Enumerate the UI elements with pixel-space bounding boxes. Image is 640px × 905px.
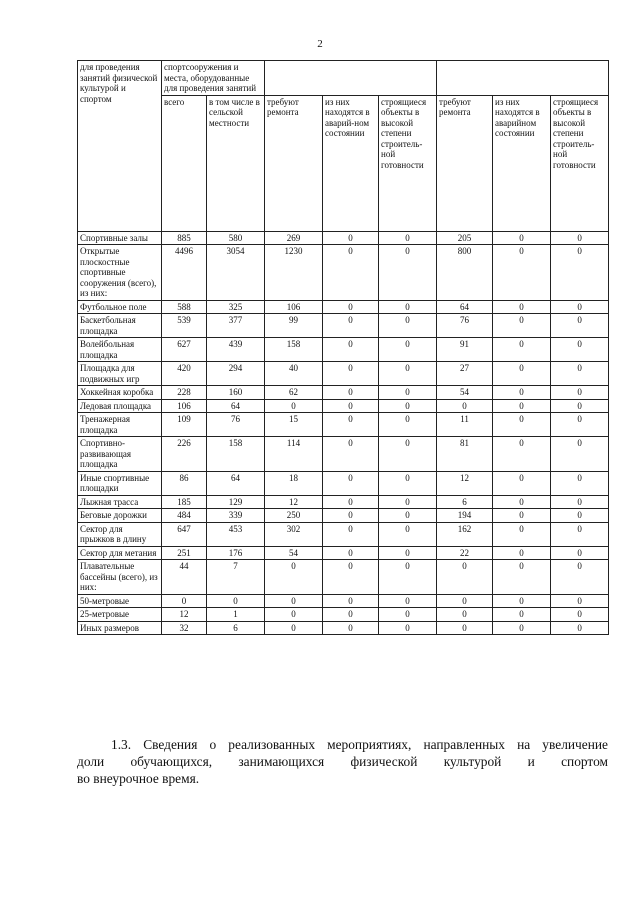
row-value: 0 (437, 621, 493, 635)
header-emergency-2: из них находятся в аварийном состоянии (493, 95, 551, 231)
row-value: 1230 (265, 245, 323, 301)
table-row (78, 594, 609, 608)
row-value: 0 (551, 522, 609, 546)
row-value: 0 (493, 300, 551, 314)
sports-facilities-table (77, 60, 609, 635)
row-value: 54 (265, 546, 323, 560)
row-value: 0 (379, 522, 437, 546)
row-value: 325 (207, 300, 265, 314)
section-heading-line-1: 1.3. Сведения о реализованных мероприятиях, направленных на увеличение (111, 737, 608, 752)
row-value: 251 (162, 546, 207, 560)
row-value: 0 (265, 560, 323, 595)
table-row (78, 608, 609, 622)
header-total: всего (162, 95, 207, 231)
row-value: 0 (379, 621, 437, 635)
row-label: Сектор для прыжков в длину (78, 522, 162, 546)
row-value: 0 (323, 621, 379, 635)
row-value: 0 (379, 300, 437, 314)
row-value: 0 (551, 399, 609, 413)
row-value: 0 (551, 509, 609, 523)
row-value: 0 (379, 509, 437, 523)
row-value: 0 (493, 509, 551, 523)
row-value: 176 (207, 546, 265, 560)
row-value: 0 (323, 608, 379, 622)
row-value: 0 (551, 362, 609, 386)
row-value: 0 (265, 399, 323, 413)
row-label: Ледовая площадка (78, 399, 162, 413)
row-value: 0 (323, 413, 379, 437)
row-value: 0 (551, 231, 609, 245)
row-value: 76 (207, 413, 265, 437)
row-value: 0 (551, 594, 609, 608)
table-row (78, 338, 609, 362)
table-row (78, 413, 609, 437)
row-value: 0 (493, 399, 551, 413)
row-value: 0 (493, 362, 551, 386)
row-value: 377 (207, 314, 265, 338)
row-value: 0 (379, 608, 437, 622)
row-value: 0 (323, 522, 379, 546)
table-row (78, 386, 609, 400)
row-label: Открытые плоскостные спортивные сооружения (всего), из них: (78, 245, 162, 301)
row-value: 0 (551, 245, 609, 301)
row-value: 0 (551, 546, 609, 560)
row-value: 0 (162, 594, 207, 608)
row-value: 0 (379, 386, 437, 400)
row-value: 0 (493, 594, 551, 608)
row-value: 0 (379, 314, 437, 338)
header-under-construction-2: строящиеся объекты в высокой степени строитель-ной готовности (551, 95, 609, 231)
row-value: 109 (162, 413, 207, 437)
row-value: 0 (551, 300, 609, 314)
row-value: 0 (323, 594, 379, 608)
row-value: 0 (551, 437, 609, 472)
row-value: 106 (265, 300, 323, 314)
row-value: 44 (162, 560, 207, 595)
row-label: Баскетбольная площадка (78, 314, 162, 338)
row-value: 339 (207, 509, 265, 523)
row-value: 114 (265, 437, 323, 472)
row-value: 0 (551, 560, 609, 595)
row-value: 0 (323, 399, 379, 413)
table-row (78, 437, 609, 472)
row-value: 0 (437, 560, 493, 595)
row-value: 0 (323, 495, 379, 509)
row-value: 0 (493, 231, 551, 245)
row-value: 0 (323, 362, 379, 386)
row-label: Футбольное поле (78, 300, 162, 314)
row-value: 0 (379, 560, 437, 595)
row-label: Иные спортивные площадки (78, 471, 162, 495)
row-value: 0 (551, 386, 609, 400)
row-value: 158 (207, 437, 265, 472)
row-value: 420 (162, 362, 207, 386)
row-value: 0 (265, 594, 323, 608)
table-row (78, 245, 609, 301)
row-value: 0 (493, 522, 551, 546)
row-label: 50-метровые (78, 594, 162, 608)
row-value: 0 (323, 509, 379, 523)
table-row (78, 300, 609, 314)
row-value: 0 (493, 560, 551, 595)
row-value: 0 (493, 314, 551, 338)
row-value: 1 (207, 608, 265, 622)
table-row (78, 399, 609, 413)
row-value: 27 (437, 362, 493, 386)
table-row (78, 495, 609, 509)
header-under-construction: строящиеся объекты в высокой степени строитель-ной готовности (379, 95, 437, 231)
table-row (78, 509, 609, 523)
row-label: Площадка для подвижных игр (78, 362, 162, 386)
row-value: 205 (437, 231, 493, 245)
row-value: 226 (162, 437, 207, 472)
row-value: 0 (437, 608, 493, 622)
row-value: 15 (265, 413, 323, 437)
row-value: 0 (379, 231, 437, 245)
table-row (78, 621, 609, 635)
row-value: 7 (207, 560, 265, 595)
row-value: 0 (207, 594, 265, 608)
row-value: 0 (379, 471, 437, 495)
row-value: 11 (437, 413, 493, 437)
row-value: 106 (162, 399, 207, 413)
row-value: 294 (207, 362, 265, 386)
row-value: 539 (162, 314, 207, 338)
header-group-empty-2 (437, 61, 609, 96)
row-value: 627 (162, 338, 207, 362)
row-label: Иных размеров (78, 621, 162, 635)
row-value: 0 (323, 245, 379, 301)
row-value: 484 (162, 509, 207, 523)
row-value: 0 (323, 386, 379, 400)
row-value: 32 (162, 621, 207, 635)
header-group-empty-1 (265, 61, 437, 96)
row-value: 62 (265, 386, 323, 400)
row-value: 160 (207, 386, 265, 400)
row-value: 800 (437, 245, 493, 301)
header-need-repair: требуют ремонта (265, 95, 323, 231)
row-value: 0 (379, 413, 437, 437)
row-value: 0 (551, 495, 609, 509)
row-value: 40 (265, 362, 323, 386)
row-value: 588 (162, 300, 207, 314)
row-value: 0 (493, 413, 551, 437)
row-value: 194 (437, 509, 493, 523)
header-facility-type: для проведения занятий физической культурой и спортом (78, 61, 162, 232)
row-value: 129 (207, 495, 265, 509)
row-label: Сектор для метания (78, 546, 162, 560)
row-label: Волейбольная площадка (78, 338, 162, 362)
row-value: 0 (379, 338, 437, 362)
header-rural: в том числе в сельской местности (207, 95, 265, 231)
page-number: 2 (317, 38, 323, 50)
table-row (78, 362, 609, 386)
row-value: 0 (493, 338, 551, 362)
row-value: 0 (265, 608, 323, 622)
table-row (78, 231, 609, 245)
row-value: 0 (379, 362, 437, 386)
row-value: 0 (551, 338, 609, 362)
row-value: 0 (493, 621, 551, 635)
row-value: 0 (323, 471, 379, 495)
table-row (78, 471, 609, 495)
row-value: 0 (265, 621, 323, 635)
row-value: 453 (207, 522, 265, 546)
row-value: 86 (162, 471, 207, 495)
row-label: Беговые дорожки (78, 509, 162, 523)
row-value: 0 (493, 437, 551, 472)
row-value: 0 (437, 594, 493, 608)
row-value: 99 (265, 314, 323, 338)
header-facilities-group: спортсооружения и места, оборудованные для проведения занятий (162, 61, 265, 96)
row-label: Спортивно-развивающая площадка (78, 437, 162, 472)
row-label: Плавательные бассейны (всего), из них: (78, 560, 162, 595)
row-value: 158 (265, 338, 323, 362)
header-need-repair-2: требуют ремонта (437, 95, 493, 231)
row-value: 0 (323, 560, 379, 595)
row-value: 0 (379, 437, 437, 472)
row-value: 81 (437, 437, 493, 472)
row-value: 0 (379, 594, 437, 608)
row-label: Хоккейная коробка (78, 386, 162, 400)
row-value: 0 (379, 399, 437, 413)
table-row (78, 314, 609, 338)
row-value: 0 (551, 314, 609, 338)
row-value: 0 (379, 245, 437, 301)
row-value: 0 (551, 608, 609, 622)
row-label: Спортивные залы (78, 231, 162, 245)
section-paragraph (77, 736, 608, 787)
row-value: 0 (493, 386, 551, 400)
row-value: 91 (437, 338, 493, 362)
row-value: 0 (551, 413, 609, 437)
row-label: Тренажерная площадка (78, 413, 162, 437)
row-value: 0 (323, 338, 379, 362)
header-emergency: из них находятся в аварий-ном состоянии (323, 95, 379, 231)
row-value: 885 (162, 231, 207, 245)
row-value: 185 (162, 495, 207, 509)
row-value: 0 (551, 471, 609, 495)
row-value: 64 (207, 471, 265, 495)
row-value: 580 (207, 231, 265, 245)
row-value: 22 (437, 546, 493, 560)
row-value: 0 (323, 314, 379, 338)
row-value: 162 (437, 522, 493, 546)
row-value: 0 (323, 546, 379, 560)
row-value: 0 (493, 546, 551, 560)
row-value: 4496 (162, 245, 207, 301)
table-row (78, 560, 609, 595)
row-value: 64 (437, 300, 493, 314)
row-value: 0 (437, 399, 493, 413)
row-value: 12 (437, 471, 493, 495)
table-row (78, 522, 609, 546)
row-value: 6 (207, 621, 265, 635)
row-value: 0 (323, 300, 379, 314)
row-value: 250 (265, 509, 323, 523)
row-value: 0 (323, 437, 379, 472)
row-label: 25-метровые (78, 608, 162, 622)
row-value: 0 (493, 608, 551, 622)
row-value: 647 (162, 522, 207, 546)
row-value: 18 (265, 471, 323, 495)
row-value: 54 (437, 386, 493, 400)
row-value: 0 (493, 245, 551, 301)
row-value: 64 (207, 399, 265, 413)
row-value: 228 (162, 386, 207, 400)
section-heading-line-2: доли обучающихся, занимающихся физической культурой и спортом (77, 754, 608, 769)
row-value: 0 (493, 495, 551, 509)
row-value: 269 (265, 231, 323, 245)
table-body (78, 231, 609, 635)
row-value: 6 (437, 495, 493, 509)
row-label: Лыжная трасса (78, 495, 162, 509)
row-value: 439 (207, 338, 265, 362)
section-heading-line-3: во внеурочное время. (77, 771, 200, 786)
row-value: 302 (265, 522, 323, 546)
row-value: 0 (551, 621, 609, 635)
table-row (78, 546, 609, 560)
row-value: 12 (162, 608, 207, 622)
row-value: 12 (265, 495, 323, 509)
row-value: 0 (323, 231, 379, 245)
row-value: 76 (437, 314, 493, 338)
row-value: 0 (379, 546, 437, 560)
row-value: 0 (379, 495, 437, 509)
row-value: 3054 (207, 245, 265, 301)
row-value: 0 (493, 471, 551, 495)
